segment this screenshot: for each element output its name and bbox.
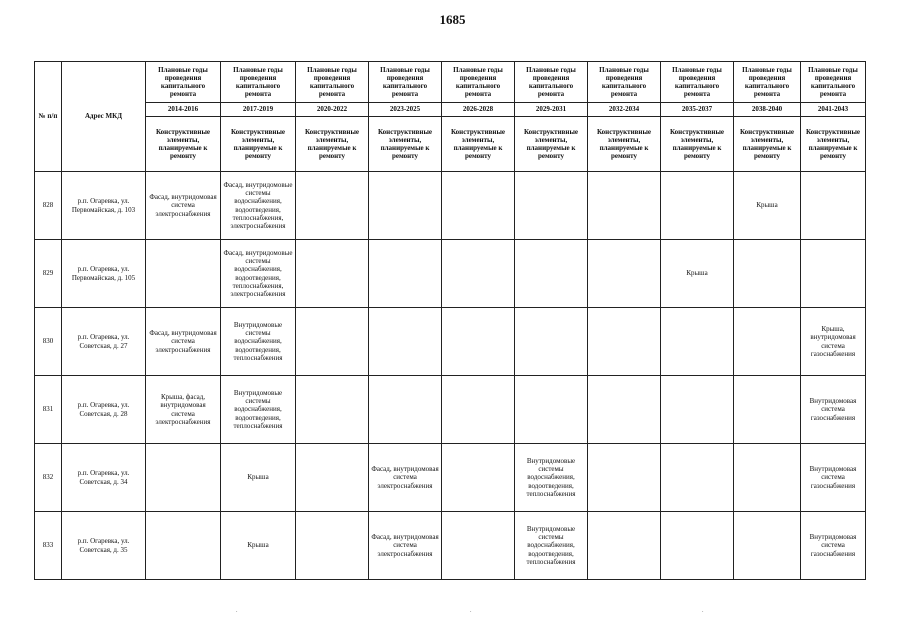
col-header-elements: Конструктивные элементы, планируемые к ремонту — [661, 117, 734, 172]
col-header-plan: Плановые годы проведения капитального ремонта — [146, 62, 221, 103]
table-row — [35, 444, 866, 512]
col-header-year: 2020-2022 — [296, 103, 369, 117]
table-cell: Фасад, внутридомовая система электроснабжения — [146, 308, 221, 376]
table-cell — [661, 172, 734, 240]
col-header-plan: Плановые годы проведения капитального ремонта — [515, 62, 588, 103]
row-address: р.п. Огаревка, ул. Советская, д. 28 — [62, 376, 146, 444]
table-cell — [801, 172, 866, 240]
table-cell: Крыша — [734, 172, 801, 240]
table-cell — [296, 376, 369, 444]
table-cell: Внутридомовая система газоснабжения — [801, 376, 866, 444]
table-cell — [442, 512, 515, 580]
table-cell — [734, 308, 801, 376]
header-row-years — [35, 103, 866, 117]
table-cell — [588, 444, 661, 512]
header-row-plan — [35, 62, 866, 103]
table-cell — [296, 512, 369, 580]
table-cell — [146, 444, 221, 512]
table-cell — [146, 240, 221, 308]
col-header-plan: Плановые годы проведения капитального ремонта — [588, 62, 661, 103]
col-header-address: Адрес МКД — [62, 62, 146, 172]
table-cell — [588, 512, 661, 580]
row-number: 831 — [35, 376, 62, 444]
row-address: р.п. Огаревка, ул. Советская, д. 34 — [62, 444, 146, 512]
col-header-year: 2023-2025 — [369, 103, 442, 117]
col-header-plan: Плановые годы проведения капитального ремонта — [801, 62, 866, 103]
table-cell — [588, 240, 661, 308]
table-cell: Внутридомовые системы водоснабжения, водоотведения, теплоснабжения — [221, 376, 296, 444]
row-address: р.п. Огаревка, ул. Советская, д. 27 — [62, 308, 146, 376]
scan-dot: . — [702, 608, 704, 614]
col-header-plan: Плановые годы проведения капитального ремонта — [734, 62, 801, 103]
col-header-elements: Конструктивные элементы, планируемые к ремонту — [801, 117, 866, 172]
table-cell — [442, 376, 515, 444]
table-cell — [442, 444, 515, 512]
table-cell — [515, 308, 588, 376]
table-cell: Крыша, внутридомовая система газоснабжения — [801, 308, 866, 376]
table-cell — [588, 308, 661, 376]
scan-dot: . — [470, 608, 472, 614]
table-cell: Крыша — [221, 444, 296, 512]
col-header-year: 2032-2034 — [588, 103, 661, 117]
row-number: 830 — [35, 308, 62, 376]
row-number: 829 — [35, 240, 62, 308]
col-header-plan: Плановые годы проведения капитального ремонта — [661, 62, 734, 103]
table-cell — [588, 376, 661, 444]
capital-repair-plan-table — [34, 61, 866, 580]
row-address: р.п. Огаревка, ул. Первомайская, д. 105 — [62, 240, 146, 308]
table-cell — [442, 172, 515, 240]
header-row-elements — [35, 117, 866, 172]
col-header-year: 2029-2031 — [515, 103, 588, 117]
col-header-year: 2041-2043 — [801, 103, 866, 117]
table-row — [35, 376, 866, 444]
page-number: 1685 — [439, 12, 466, 27]
row-address: р.п. Огаревка, ул. Первомайская, д. 103 — [62, 172, 146, 240]
table-cell: Крыша — [661, 240, 734, 308]
table-cell — [296, 240, 369, 308]
table-cell — [369, 240, 442, 308]
table-cell — [146, 512, 221, 580]
scan-dot: . — [236, 608, 238, 614]
col-header-plan: Плановые годы проведения капитального ремонта — [296, 62, 369, 103]
table-cell — [734, 376, 801, 444]
col-header-plan: Плановые годы проведения капитального ремонта — [221, 62, 296, 103]
col-header-plan: Плановые годы проведения капитального ремонта — [442, 62, 515, 103]
row-number: 832 — [35, 444, 62, 512]
col-header-year: 2026-2028 — [442, 103, 515, 117]
table-cell — [734, 512, 801, 580]
col-header-elements: Конструктивные элементы, планируемые к ремонту — [146, 117, 221, 172]
table-cell — [661, 512, 734, 580]
table-cell — [588, 172, 661, 240]
table-cell — [734, 240, 801, 308]
row-number: 828 — [35, 172, 62, 240]
table-cell: Внутридомовая система газоснабжения — [801, 512, 866, 580]
table-cell — [296, 308, 369, 376]
table-cell: Внутридомовые системы водоснабжения, водоотведения, теплоснабжения — [221, 308, 296, 376]
table-row — [35, 512, 866, 580]
table-cell — [515, 240, 588, 308]
table-cell — [801, 240, 866, 308]
col-header-elements: Конструктивные элементы, планируемые к ремонту — [296, 117, 369, 172]
col-header-elements: Конструктивные элементы, планируемые к ремонту — [221, 117, 296, 172]
col-header-year: 2038-2040 — [734, 103, 801, 117]
table-cell: Внутридомовые системы водоснабжения, водоотведения, теплоснабжения — [515, 444, 588, 512]
table-cell: Крыша — [221, 512, 296, 580]
table-cell — [442, 308, 515, 376]
col-header-elements: Конструктивные элементы, планируемые к ремонту — [442, 117, 515, 172]
table-cell: Внутридомовые системы водоснабжения, водоотведения, теплоснабжения — [515, 512, 588, 580]
col-header-elements: Конструктивные элементы, планируемые к ремонту — [734, 117, 801, 172]
table-cell — [734, 444, 801, 512]
row-number: 833 — [35, 512, 62, 580]
table-cell: Фасад, внутридомовые системы водоснабжения, водоотведения, теплоснабжения, электроснабжения — [221, 240, 296, 308]
table-cell: Фасад, внутридомовая система электроснабжения — [369, 444, 442, 512]
table-cell: Фасад, внутридомовая система электроснабжения — [146, 172, 221, 240]
table-cell: Фасад, внутридомовая система электроснабжения — [369, 512, 442, 580]
col-header-year: 2017-2019 — [221, 103, 296, 117]
table-cell: Внутридомовая система газоснабжения — [801, 444, 866, 512]
table-cell — [661, 376, 734, 444]
table-cell — [296, 444, 369, 512]
col-header-elements: Конструктивные элементы, планируемые к ремонту — [588, 117, 661, 172]
table-cell — [296, 172, 369, 240]
table-cell: Фасад, внутридомовые системы водоснабжения, водоотведения, теплоснабжения, электроснабжения — [221, 172, 296, 240]
table-cell — [661, 444, 734, 512]
table-cell — [515, 376, 588, 444]
table-row — [35, 240, 866, 308]
table-cell — [369, 376, 442, 444]
table-row — [35, 308, 866, 376]
table-cell — [369, 172, 442, 240]
table-cell — [661, 308, 734, 376]
col-header-year: 2035-2037 — [661, 103, 734, 117]
table-cell — [369, 308, 442, 376]
row-address: р.п. Огаревка, ул. Советская, д. 35 — [62, 512, 146, 580]
table-row — [35, 172, 866, 240]
col-header-year: 2014-2016 — [146, 103, 221, 117]
col-header-elements: Конструктивные элементы, планируемые к ремонту — [369, 117, 442, 172]
col-header-elements: Конструктивные элементы, планируемые к ремонту — [515, 117, 588, 172]
col-header-number: № п/п — [35, 62, 62, 172]
table-cell — [515, 172, 588, 240]
table-cell: Крыша, фасад, внутридомовая система электроснабжения — [146, 376, 221, 444]
table-cell — [442, 240, 515, 308]
col-header-plan: Плановые годы проведения капитального ремонта — [369, 62, 442, 103]
